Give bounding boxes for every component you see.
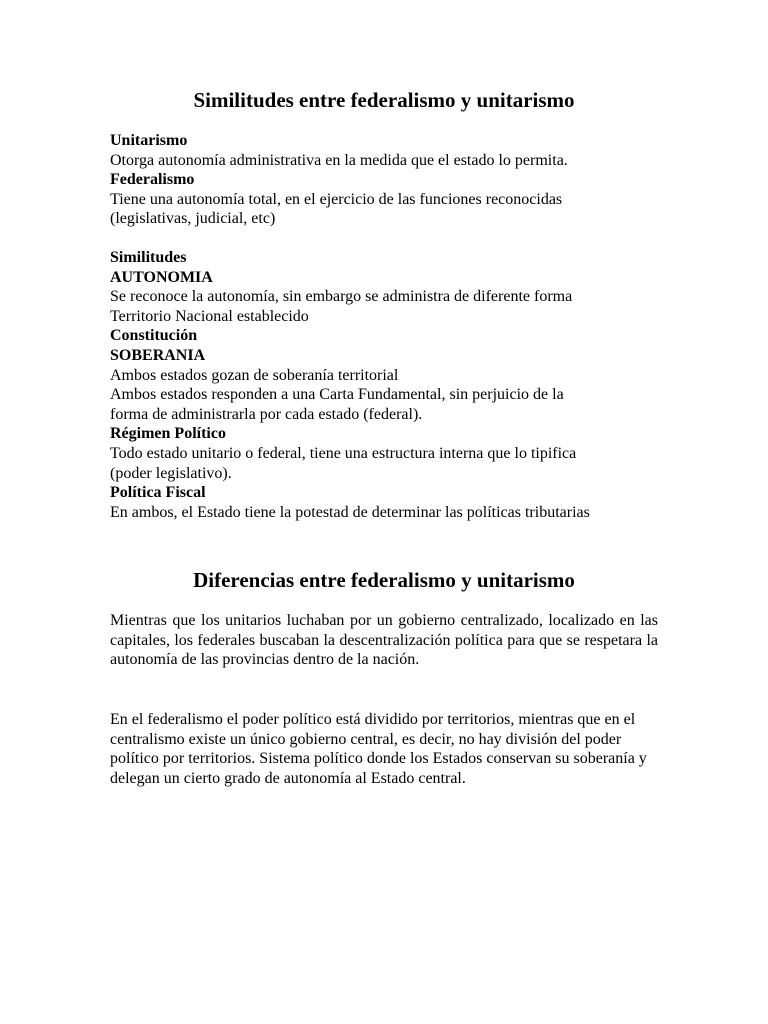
regimen-heading: Régimen Político xyxy=(110,425,226,443)
unitarismo-heading: Unitarismo xyxy=(110,132,188,149)
regimen-line1: Todo estado unitario o federal, tiene una estructura interna que lo tipifica xyxy=(110,444,577,462)
similarities-title: Similitudes entre federalismo y unitarismo xyxy=(193,88,575,112)
fiscal-heading: Política Fiscal xyxy=(110,484,206,502)
autonomia-line1: Se reconoce la autonomía, sin embargo se administra de diferente forma xyxy=(110,288,573,306)
similitudes-heading: Similitudes xyxy=(110,249,187,266)
regimen-line2: (poder legislativo). xyxy=(110,464,232,482)
differences-title: Diferencias entre federalismo y unitarismo xyxy=(193,568,575,592)
soberania-line1: Ambos estados gozan de soberanía territorial xyxy=(110,366,399,384)
autonomia-line2: Territorio Nacional establecido xyxy=(110,307,309,325)
fiscal-line1: En ambos, el Estado tiene la potestad de determinar las políticas tributarias xyxy=(110,503,590,521)
differences-paragraph-2: En el federalismo el poder político está dividido por territorios, mientras que en el centralismo existe un único gobierno central, es decir, no hay división del poder político por territorios. Sistema político donde los Estados conservan su soberanía y delegan un cierto grado de autonomía al Estado central. xyxy=(110,711,647,787)
similarities-section xyxy=(110,248,658,522)
differences-paragraph-1: Mientras que los unitarios luchaban por un gobierno centralizado, localizado en las capitales, los federales buscaban la descentralización política para que se respetara la autonomía de las provincias dentro de la nación. xyxy=(110,612,658,669)
soberania-line2: Ambos estados responden a una Carta Fundamental, sin perjuicio de la xyxy=(110,386,564,404)
autonomia-heading: AUTONOMIA xyxy=(110,268,213,286)
constitucion-heading: Constitución xyxy=(110,327,198,345)
unitarismo-text: Otorga autonomía administrativa en la medida que el estado lo permita. xyxy=(110,151,568,169)
soberania-line3: forma de administrarla por cada estado (federal). xyxy=(110,405,423,423)
federalismo-text-line1: Tiene una autonomía total, en el ejercicio de las funciones reconocidas xyxy=(110,190,563,208)
federalismo-heading: Federalismo xyxy=(110,171,195,189)
soberania-heading: SOBERANIA xyxy=(110,346,206,364)
definitions-section xyxy=(110,131,658,229)
federalismo-text-line2: (legislativas, judicial, etc) xyxy=(110,210,276,228)
